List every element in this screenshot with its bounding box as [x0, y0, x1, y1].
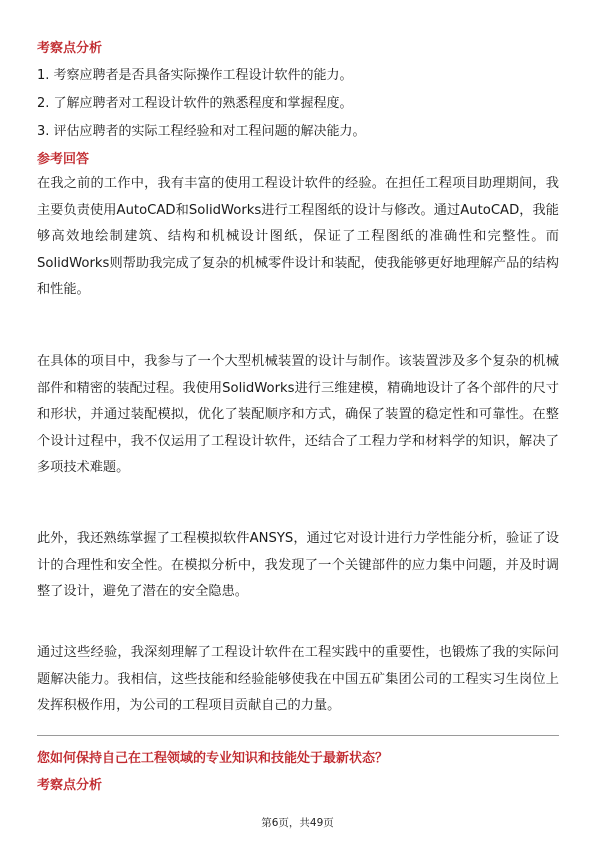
- page-footer: 第6页，共49页: [261, 817, 334, 829]
- answer-paragraph-1: 在我之前的工作中，我有丰富的使用工程设计软件的经验。在担任工程项目助理期间，我主要负责使用AutoCAD和SolidWorks进行工程图纸的设计与修改。通过AutoCAD，我能够高效地绘制建筑、结构和机械设计图纸，保证了工程图纸的准确性和完整性。而SolidWorks则帮助我完成了复杂的机械零件设计和装配，使我能够更好地理解产品的结构和性能。: [37, 176, 559, 298]
- answer-heading: 参考回答: [37, 152, 90, 167]
- answer-paragraph-3: 此外，我还熟练掌握了工程模拟软件ANSYS，通过它对设计进行力学性能分析，验证了设计的合理性和安全性。在模拟分析中，我发现了一个关键部件的应力集中问题，并及时调整了设计，避免了潜在的安全隐患。: [37, 531, 559, 600]
- analysis-point-1: 1. 考察应聘者是否具备实际操作工程设计软件的能力。: [37, 68, 353, 83]
- answer-paragraph-2: 在具体的项目中，我参与了一个大型机械装置的设计与制作。该装置涉及多个复杂的机械部件和精密的装配过程。我使用SolidWorks进行三维建模，精确地设计了各个部件的尺寸和形状，并通过装配模拟，优化了装配顺序和方式，确保了装置的稳定性和可靠性。在整个设计过程中，我不仅运用了工程设计软件，还结合了工程力学和材料学的知识，解决了多项技术难题。: [37, 354, 559, 476]
- analysis-heading: 考察点分析: [37, 41, 103, 56]
- analysis-point-3: 3. 评估应聘者的实际工程经验和对工程问题的解决能力。: [37, 124, 366, 139]
- section-divider: [37, 735, 559, 736]
- answer-paragraph-4: 通过这些经验，我深刻理解了工程设计软件在工程实践中的重要性，也锻炼了我的实际问题解决能力。我相信，这些技能和经验能够使我在中国五矿集团公司的工程实习生岗位上发挥积极作用，为公司的工程项目贡献自己的力量。: [37, 645, 559, 714]
- next-question-heading: 您如何保持自己在工程领域的专业知识和技能处于最新状态？: [37, 751, 389, 766]
- analysis-point-2: 2. 了解应聘者对工程设计软件的熟悉程度和掌握程度。: [37, 96, 353, 111]
- next-analysis-heading: 考察点分析: [37, 778, 103, 793]
